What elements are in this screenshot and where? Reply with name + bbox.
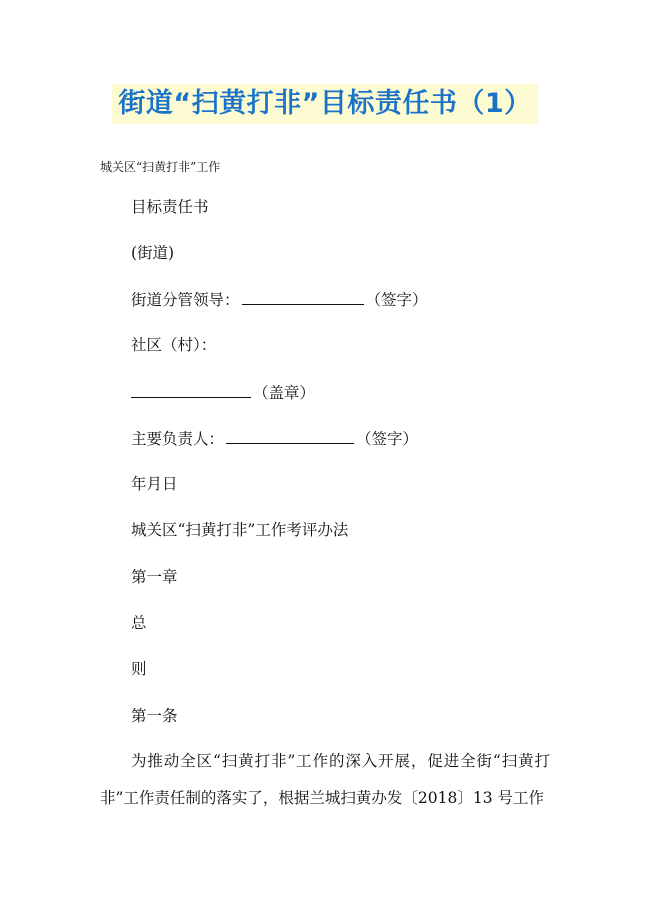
line-general-2: 则: [131, 660, 147, 678]
street-leader-signature-blank: [242, 288, 364, 305]
document-title: 街道“扫黄打非”目标责任书（1）: [112, 84, 537, 124]
line-method-title: 城关区“扫黄打非”工作考评办法: [131, 521, 349, 539]
line-community: 社区（村）：: [131, 336, 217, 354]
line-street: (街道): [131, 244, 175, 262]
chief-sign-note: （签字）: [356, 430, 419, 448]
street-leader-label: 街道分管领导：: [131, 291, 240, 309]
line-street-leader: [131, 288, 428, 311]
line-date: 年月日: [131, 475, 178, 493]
line-chief: [131, 427, 418, 450]
line-seal: [131, 381, 315, 404]
line-responsibility-book: 目标责任书: [131, 198, 209, 216]
subheading: 城关区“扫黄打非”工作: [100, 160, 221, 174]
street-leader-sign-note: （签字）: [365, 291, 428, 309]
chief-signature-blank: [226, 427, 354, 444]
seal-blank: [131, 381, 251, 398]
chief-label: 主要负责人：: [131, 430, 225, 448]
line-chapter-one: 第一章: [131, 568, 178, 586]
title-container: [0, 84, 650, 124]
body-paragraph: 为推动全区“扫黄打非”工作的深入开展，促进全街“扫黄打非”工作责任制的落实了，根据兰城扫黄办发〔2018〕13 号工作: [100, 752, 550, 807]
line-general-1: 总: [131, 614, 147, 632]
line-article-one: 第一条: [131, 707, 178, 725]
seal-note: （盖章）: [253, 384, 316, 402]
